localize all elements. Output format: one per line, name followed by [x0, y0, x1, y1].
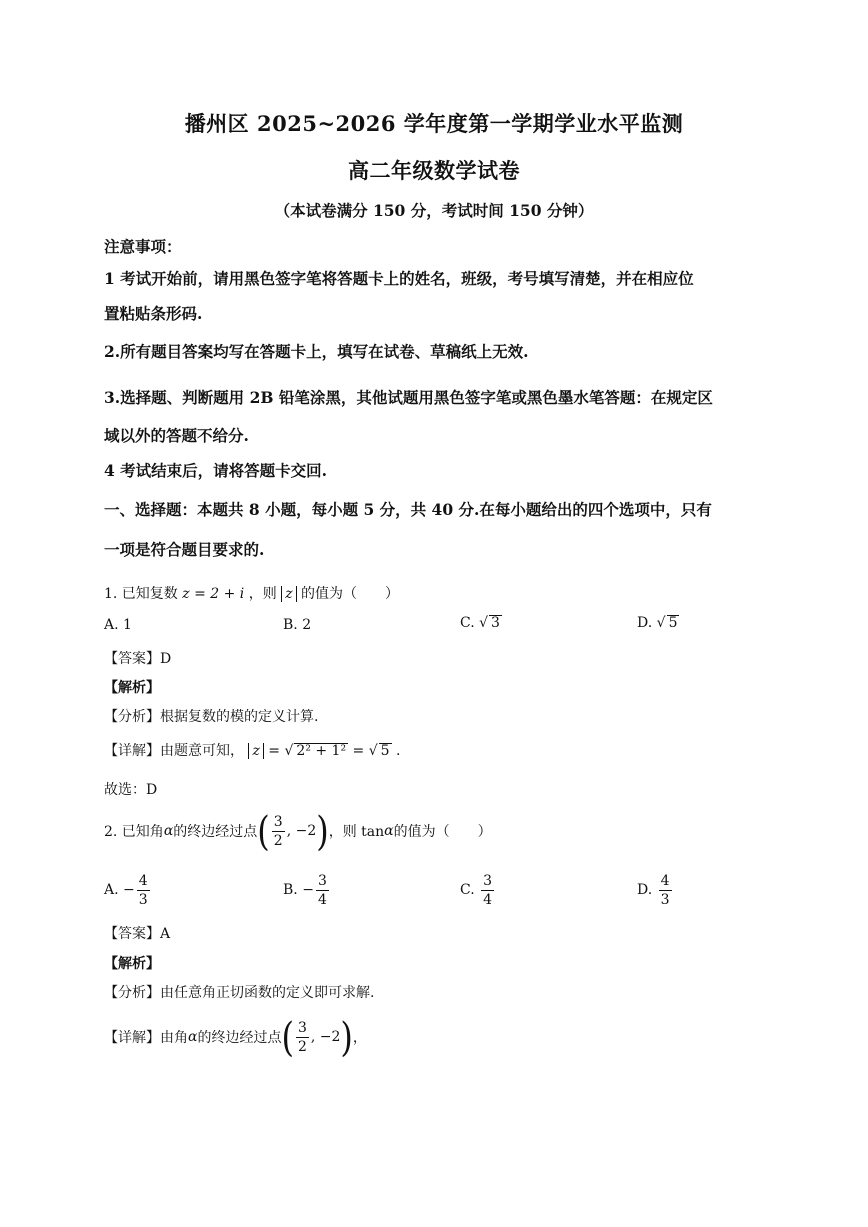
q2-option-b-fraction	[316, 874, 329, 907]
q2-option-a-fraction	[137, 874, 150, 907]
q2-option-b	[283, 868, 331, 912]
q1-option-d	[637, 615, 679, 631]
q2-option-a-sign: −	[123, 882, 135, 898]
notice-item-2: 2.所有题目答案均写在答题卡上，填写在试卷、草稿纸上无效.	[104, 342, 529, 361]
question-2-stem	[104, 806, 492, 856]
q2-detail-mid: 的终边经过点	[197, 1030, 282, 1046]
q2-detail-y: , −2	[310, 1029, 341, 1045]
q2-alpha2: α	[384, 823, 394, 839]
q1-detail-eq2: =	[352, 743, 365, 759]
q1-detail-modulus: z	[248, 743, 263, 759]
sqrt-symbol-icon: √	[479, 615, 489, 631]
question-1-stem	[104, 583, 399, 603]
q2-detail-fraction	[296, 1021, 309, 1054]
left-paren-icon: (	[257, 807, 270, 855]
exam-title: 播州区 2025~2026 学年度第一学期学业水平监测	[184, 111, 684, 136]
q2-option-d	[637, 868, 674, 912]
notice-item-4: 4 考试结束后，请将答题卡交回.	[104, 461, 328, 480]
right-paren-icon: )	[340, 1013, 353, 1061]
q2-option-c-num: 3	[483, 872, 493, 889]
q2-option-c-fraction	[481, 874, 494, 907]
q1-prefix: 1. 已知复数	[104, 586, 178, 602]
q2-point-y: , −2	[286, 823, 317, 839]
q1-z-expression: z = 2 + i	[182, 586, 245, 602]
q2-option-d-num: 4	[660, 872, 670, 889]
q2-point-fraction	[272, 815, 285, 848]
q1-detail	[104, 740, 400, 760]
sqrt-symbol-icon: √	[368, 743, 378, 759]
left-paren-icon: (	[281, 1013, 294, 1061]
q1-analysis: 【分析】根据复数的模的定义计算.	[104, 709, 319, 725]
notice-item-1b: 置粘贴条形码.	[104, 304, 203, 323]
q1-option-c-label: C.	[460, 615, 475, 631]
q2-option-a	[104, 868, 152, 912]
q1-option-c-radicand: 3	[491, 615, 500, 631]
q1-mid: ，则	[248, 586, 277, 602]
q2-detail-end: ，	[352, 1030, 367, 1046]
q2-detail-den: 2	[297, 1038, 307, 1055]
q2-option-a-label: A.	[104, 882, 119, 898]
q1-detail-end: .	[396, 743, 401, 759]
q2-answer: 【答案】A	[104, 926, 171, 942]
q2-after: ，则 tan	[328, 824, 385, 840]
notice-item-3b: 域以外的答题不给分.	[104, 426, 249, 445]
sqrt-symbol-icon: √	[284, 743, 294, 759]
q2-alpha: α	[163, 823, 174, 839]
q2-option-d-label: D.	[637, 882, 653, 898]
notice-item-1: 1 考试开始前，请用黑色签字笔将答题卡上的姓名，班级，考号填写清楚，并在相应位	[104, 269, 694, 288]
q2-jiexi: 【解析】	[104, 956, 160, 972]
q2-detail-prefix: 【详解】由角	[104, 1030, 188, 1046]
q2-suffix: 的值为（ ）	[393, 824, 492, 840]
q1-option-c	[460, 615, 502, 631]
q1-suffix: 的值为（ ）	[301, 586, 400, 602]
q2-option-c-den: 4	[483, 891, 493, 908]
q2-option-b-label: B.	[283, 882, 298, 898]
q1-detail-result: 5	[380, 743, 390, 759]
right-paren-icon: )	[316, 807, 329, 855]
section-heading-line2: 一项是符合题目要求的.	[104, 540, 265, 559]
exam-subtitle: 高二年级数学试卷	[348, 158, 520, 183]
q2-point-num: 3	[273, 813, 283, 830]
q1-option-a: A. 1	[104, 617, 132, 633]
sqrt-symbol-icon: √	[656, 615, 666, 631]
q2-option-b-den: 4	[317, 891, 327, 908]
q2-detail	[104, 1012, 367, 1062]
notice-heading: 注意事项：	[104, 237, 182, 256]
q2-option-d-den: 3	[660, 891, 670, 908]
section-heading-line1: 一、选择题：本题共 8 小题，每小题 5 分，共 40 分.在每小题给出的四个选项中，只有	[104, 500, 712, 519]
q2-option-d-fraction	[659, 874, 672, 907]
q2-option-c-label: C.	[460, 882, 475, 898]
q1-choose: 故选：D	[104, 782, 158, 798]
q1-answer: 【答案】D	[104, 651, 172, 667]
q2-mid: 的终边经过点	[173, 824, 258, 840]
exam-note: （本试卷满分 150 分，考试时间 150 分钟）	[274, 201, 594, 220]
q1-detail-eq1: =	[268, 743, 281, 759]
q2-option-a-num: 4	[138, 872, 148, 889]
q1-detail-radicand: 2² + 1²	[296, 743, 347, 759]
q2-detail-num: 3	[297, 1019, 307, 1036]
q2-option-c	[460, 868, 496, 912]
q1-option-b: B. 2	[283, 617, 312, 633]
q1-detail-prefix: 【详解】由题意可知，	[104, 743, 244, 759]
q2-point-den: 2	[273, 832, 283, 849]
q1-modulus: z	[281, 586, 296, 602]
notice-item-3: 3.选择题、判断题用 2B 铅笔涂黑，其他试题用黑色签字笔或黑色墨水笔答题：在规定区	[104, 388, 713, 407]
q2-option-b-sign: −	[302, 882, 314, 898]
q1-option-d-radicand: 5	[668, 615, 678, 631]
q2-option-a-den: 3	[138, 891, 148, 908]
q2-option-b-num: 3	[317, 872, 327, 889]
q2-prefix: 2. 已知角	[104, 824, 164, 840]
q1-option-d-label: D.	[637, 615, 653, 631]
q1-jiexi: 【解析】	[104, 680, 160, 696]
q2-detail-alpha: α	[188, 1029, 198, 1045]
q2-analysis: 【分析】由任意角正切函数的定义即可求解.	[104, 985, 375, 1001]
